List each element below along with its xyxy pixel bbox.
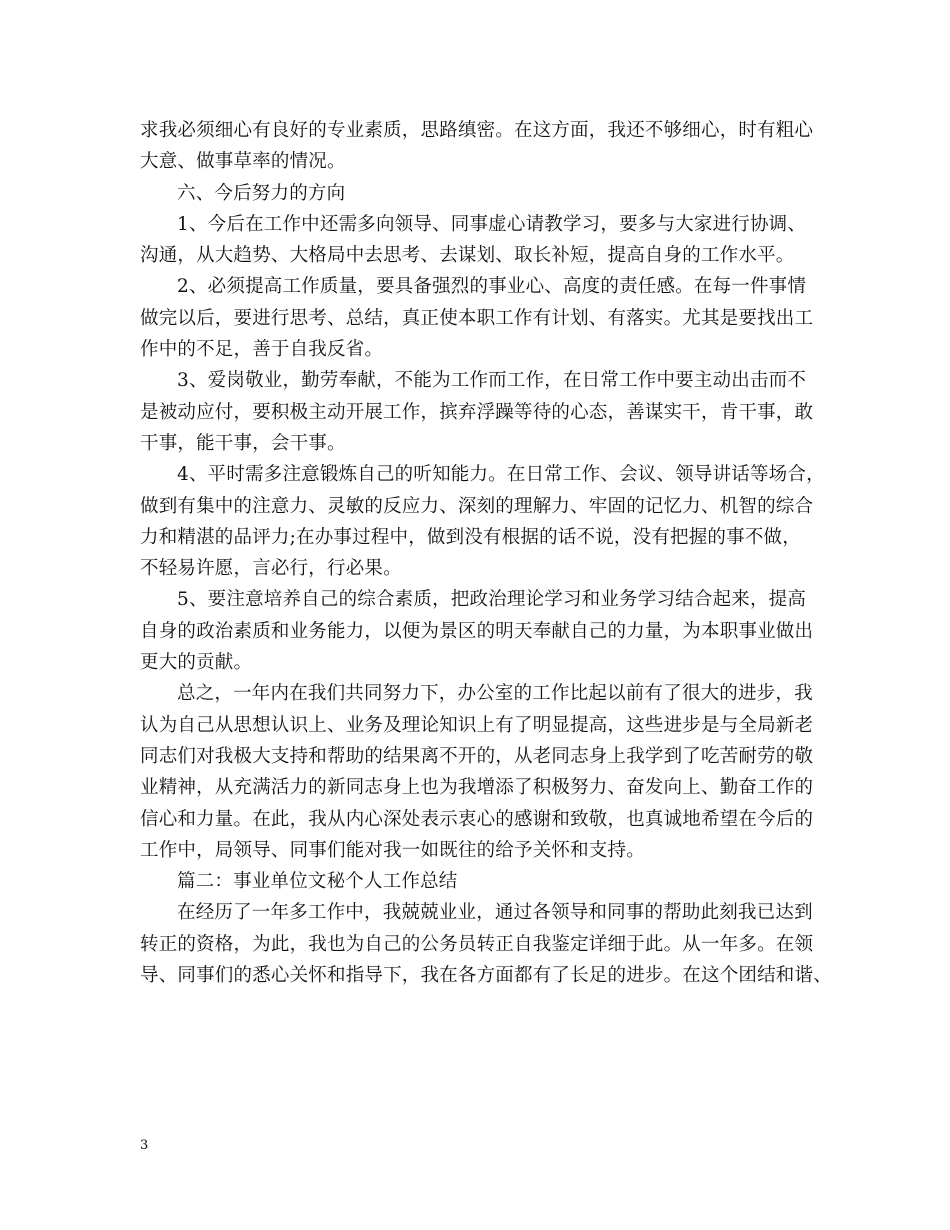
text-line: 更大的贡献。 [140, 652, 253, 674]
text-line: 求我必须细心有良好的专业素质，思路缜密。在这方面，我还不够细心，时有粗心 [140, 120, 814, 141]
text-line: 4、平时需多注意锻炼自己的听知能力。在日常工作、会议、领导讲话等场合， [177, 464, 825, 486]
text-line: 3、爱岗敬业，勤劳奉献，不能为工作而工作，在日常工作中要主动出击而不 [177, 370, 807, 392]
text-line: 力和精湛的品评力;在办事过程中，做到没有根据的话不说，没有把握的事不做， [140, 526, 801, 548]
text-line: 干事，能干事，会干事。 [140, 432, 346, 454]
text-line: 六、今后努力的方向 [177, 182, 346, 204]
page-number: 3 [140, 1138, 149, 1153]
text-line: 业精神，从充满活力的新同志身上也为我增添了积极努力、奋发向上、勤奋工作的 [140, 777, 814, 799]
text-line: 在经历了一年多工作中，我兢兢业业，通过各领导和同事的帮助此刻我已达到 [177, 902, 813, 924]
text-line: 2、必须提高工作质量，要具备强烈的事业心、高度的责任感。在每一件事情 [177, 276, 807, 298]
text-line: 认为自己从思想认识上、业务及理论知识上有了明显提高，这些进步是与全局新老 [140, 714, 814, 736]
text-line: 转正的资格，为此，我也为自己的公务员转正自我鉴定详细于此。从一年多。在领 [140, 933, 814, 955]
text-line: 作中的不足，善于自我反省。 [140, 339, 384, 361]
text-line: 工作中，局领导、同事们能对我一如既往的给予关怀和支持。 [140, 839, 645, 861]
text-line: 大意、做事草率的情况。 [140, 151, 346, 173]
text-line: 总之，一年内在我们共同努力下，办公室的工作比起以前有了很大的进步，我 [177, 683, 813, 705]
text-line: 1、今后在工作中还需多向领导、同事虚心请教学习，要多与大家进行协调、 [177, 213, 807, 235]
text-line: 沟通，从大趋势、大格局中去思考、去谋划、取长补短，提高自身的工作水平。 [140, 245, 795, 267]
text-line: 导、同事们的悉心关怀和指导下，我在各方面都有了长足的进步。在这个团结和谐、 [140, 965, 832, 987]
text-line: 5、要注意培养自己的综合素质，把政治理论学习和业务学习结合起来，提高 [177, 589, 807, 611]
text-line: 做完以后，要进行思考、总结，真正使本职工作有计划、有落实。尤其是要找出工 [140, 307, 814, 329]
text-line: 是被动应付，要积极主动开展工作，摈弃浮躁等待的心态，善谋实干，肯干事，敢 [140, 401, 814, 423]
text-line: 自身的政治素质和业务能力，以便为景区的明天奉献自己的力量，为本职事业做出 [140, 620, 814, 642]
document-body [140, 115, 832, 991]
text-line: 做到有集中的注意力、灵敏的反应力、深刻的理解力、牢固的记忆力、机智的综合 [140, 495, 814, 517]
text-line: 同志们对我极大支持和帮助的结果离不开的，从老同志身上我学到了吃苦耐劳的敬 [140, 745, 814, 767]
text-line: 不轻易许愿，言必行，行必果。 [140, 558, 402, 580]
text-line: 篇二：事业单位文秘个人工作总结 [177, 871, 458, 893]
text-line: 信心和力量。在此，我从内心深处表示衷心的感谢和致敬，也真诚地希望在今后的 [140, 808, 814, 830]
